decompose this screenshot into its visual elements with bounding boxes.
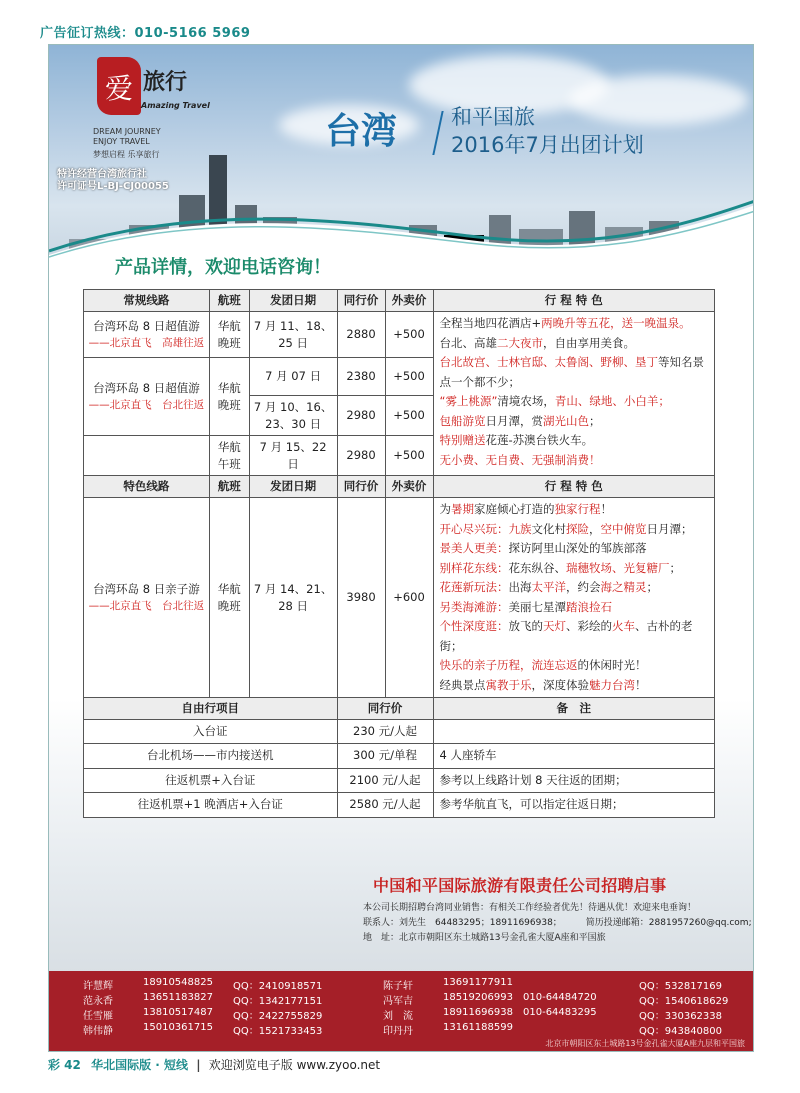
col-features: 行 程 特 色 (433, 476, 715, 498)
free-price-cell: 230 元/人起 (337, 720, 433, 744)
free-note-cell: 参考华航直飞，可以指定往返日期； (433, 793, 715, 818)
col-free-note: 备 注 (433, 698, 715, 720)
contact-row: 韩伟静 15010361715 QQ：1521733453 印丹丹 13161188599 QQ：943840800 (83, 1022, 723, 1037)
col-date: 发团日期 (249, 476, 337, 498)
logo-mark: 爱 (97, 57, 141, 115)
flight-cell: 华航午班 (209, 436, 249, 476)
free-note-cell: 4 人座轿车 (433, 744, 715, 769)
title-divider (432, 111, 443, 155)
col-sell-price: 外卖价 (385, 476, 433, 498)
brand-slogan: DREAM JOURNEY ENJOY TRAVEL (93, 127, 161, 146)
date-cell: 7 月 07 日 (249, 358, 337, 396)
banner (49, 45, 754, 275)
col-peer-price: 同行价 (337, 476, 385, 498)
sell-price-cell: +500 (385, 312, 433, 358)
col-flight: 航班 (209, 476, 249, 498)
brand-logo (97, 57, 210, 123)
cloud-shape (569, 75, 749, 125)
table-row (84, 312, 715, 358)
brand-slogan-cn: 梦想启程 乐享旅行 (93, 150, 160, 159)
sell-price-cell: +600 (385, 498, 433, 698)
route-name-cell: 台湾环岛 8 日超值游 ——北京直飞 台北往返 (84, 358, 210, 436)
free-item-cell: 入台证 (84, 720, 338, 744)
col-route: 常规线路 (84, 290, 210, 312)
table-row (84, 498, 715, 698)
free-item-cell: 往返机票+1 晚酒店+入台证 (84, 793, 338, 818)
page-number: 彩 42 (48, 1058, 81, 1072)
date-cell: 7 月 14、21、28 日 (249, 498, 337, 698)
recruit-title: 中国和平国际旅游有限责任公司招聘启事 (373, 876, 667, 895)
recruit-body: 本公司长期招聘台湾同业销售：有相关工作经验者优先！待遇从优！欢迎来电垂询！ 联系人：刘先生 64483295；18911696938； 简历投递邮箱：2881957260@qq.com; 地 址：北京市朝阳区东土城路13号金孔雀大厦A座和平国旅 (363, 903, 752, 943)
sell-price-cell: +500 (385, 358, 433, 396)
table-header-special (84, 476, 715, 498)
peer-price-cell: 2880 (337, 312, 385, 358)
col-features: 行 程 特 色 (433, 290, 715, 312)
peer-price-cell: 2980 (337, 396, 385, 436)
table-row (84, 768, 715, 793)
table-header-free (84, 698, 715, 720)
flight-cell: 华航晚班 (209, 498, 249, 698)
free-price-cell: 2580 元/人起 (337, 793, 433, 818)
title-line1: 和平国旅 (451, 105, 535, 129)
route-table (83, 289, 715, 818)
col-flight: 航班 (209, 290, 249, 312)
section-name: 华北国际版 · 短线 (91, 1058, 188, 1072)
table-row (84, 793, 715, 818)
col-peer-price: 同行价 (337, 290, 385, 312)
date-cell: 7 月 10、16、23、30 日 (249, 396, 337, 436)
peer-price-cell: 3980 (337, 498, 385, 698)
contact-row: 任雪雁 13810517487 QQ：2422755829 刘 流 18911696938 010-64483295 QQ：330362338 (83, 1007, 723, 1022)
col-route: 特色线路 (84, 476, 210, 498)
free-price-cell: 2100 元/人起 (337, 768, 433, 793)
magazine-page (48, 44, 754, 1052)
footer-separator: | (196, 1058, 201, 1072)
free-item-cell: 往返机票+入台证 (84, 768, 338, 793)
col-free-price: 同行价 (337, 698, 433, 720)
col-free-item: 自由行项目 (84, 698, 338, 720)
free-item-cell: 台北机场——市内接送机 (84, 744, 338, 769)
flight-cell: 华航晚班 (209, 312, 249, 358)
date-cell: 7 月 11、18、25 日 (249, 312, 337, 358)
route-name-cell: 台湾环岛 8 日超值游 ——北京直飞 高雄往返 (84, 312, 210, 358)
free-note-cell (433, 720, 715, 744)
sell-price-cell: +500 (385, 436, 433, 476)
ad-hotline: 广告征订热线：010-5166 5969 (40, 26, 251, 41)
contact-row: 范永香 13651183827 QQ：1342177151 冯军吉 18519206993 010-64484720 QQ：1540618629 (83, 992, 729, 1007)
col-sell-price: 外卖价 (385, 290, 433, 312)
features-regular: 全程当地四花酒店+两晚升等五花，送一晚温泉。 台北、高雄二大夜市，自由享用美食。 台北故宫、士林官邸、太鲁阁、野柳、垦丁等知名景点一个都不少； “雾上桃源”清境农场，青山、绿地、小白羊； 包船游览日月潭，赏湖光山色； 特别赠送花莲-苏澳台铁火车。 无小费、无自费、无强制消费！ (433, 312, 715, 476)
peer-price-cell: 2380 (337, 358, 385, 396)
date-cell: 7 月 15、22 日 (249, 436, 337, 476)
peer-price-cell: 2980 (337, 436, 385, 476)
logo-cn: 旅行 (143, 69, 188, 95)
table-header-regular (84, 290, 715, 312)
logo-en: Amazing Travel (141, 101, 210, 110)
table-row (84, 744, 715, 769)
free-price-cell: 300 元/单程 (337, 744, 433, 769)
table-row (84, 720, 715, 744)
contact-address: 北京市朝阳区东土城路13号金孔雀大厦A座九层和平国旅 (545, 1039, 745, 1048)
title-taiwan: 台湾 (325, 111, 398, 152)
route-name-cell (84, 436, 210, 476)
consult-subhead: 产品详情，欢迎电话咨询！ (115, 257, 331, 278)
col-date: 发团日期 (249, 290, 337, 312)
sell-price-cell: +500 (385, 396, 433, 436)
page-footer (48, 1056, 380, 1073)
features-special: 为暑期家庭倾心打造的独家行程！ 开心尽兴玩：九族文化村探险，空中俯览日月潭； 景美人更美：探访阿里山深处的邹族部落 别样花东线：花东纵谷、瑞穗牧场、光复糖厂； 花莲新玩法：出海太平洋，约会海之精灵； 另类海滩游：美丽七星潭踏浪捡石 个性深度逛：放飞的天灯、彩绘的火车、古朴的老街； 快乐的亲子历程，流连忘返的休闲时光！ 经典景点寓教于乐，深度体验魅力台湾！ (433, 498, 715, 698)
title-line2: 2016年7月出团计划 (451, 133, 644, 157)
free-note-cell: 参考以上线路计划 8 天往返的团期； (433, 768, 715, 793)
route-name-cell: 台湾环岛 8 日亲子游 ——北京直飞 台北往返 (84, 498, 210, 698)
license-info: 特许经营台湾旅行社 许可证号L-BJ-CJ00055 (57, 169, 169, 192)
contact-row: 许慧辉 18910548825 QQ：2410918571 陈子轩 13691177911 QQ：532817169 (83, 977, 723, 992)
flight-cell: 华航晚班 (209, 358, 249, 436)
website-link[interactable]: 欢迎浏览电子版 www.zyoo.net (208, 1058, 381, 1072)
contact-bar (49, 971, 754, 1051)
